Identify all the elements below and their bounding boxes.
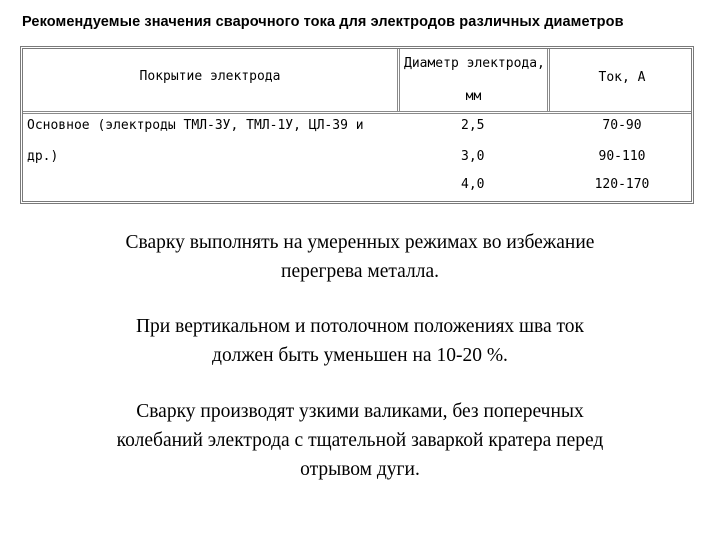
diameter-value: 4,0 bbox=[461, 177, 485, 192]
paragraph-line: отрывом дуги. bbox=[300, 459, 420, 480]
paragraph-line: перегрева металла. bbox=[281, 261, 439, 282]
paragraph-line: Сварку производят узкими валиками, без поперечных bbox=[136, 401, 584, 422]
paragraph-moderate-modes bbox=[30, 228, 690, 286]
paragraph-line: должен быть уменьшен на 10-20 %. bbox=[212, 345, 508, 366]
diameter-value: 3,0 bbox=[461, 149, 485, 164]
page-title: Рекомендуемые значения сварочного тока для электродов различных диаметров bbox=[22, 14, 624, 30]
paragraph-line: колебаний электрода с тщательной заваркой кратера перед bbox=[116, 430, 604, 451]
paragraph-line: Сварку выполнять на умеренных режимах во избежание bbox=[125, 232, 595, 253]
header-diameter-unit: мм bbox=[465, 89, 482, 104]
current-value: 70-90 bbox=[602, 118, 642, 133]
paragraph-narrow-beads bbox=[30, 397, 690, 484]
diameter-value: 2,5 bbox=[461, 118, 485, 133]
paragraph-current-reduction bbox=[30, 312, 690, 370]
coating-text-line2: др.) bbox=[27, 149, 59, 164]
header-coating: Покрытие электрода bbox=[139, 69, 281, 84]
welding-current-table bbox=[20, 46, 694, 204]
current-value: 90-110 bbox=[598, 149, 646, 164]
table-divider bbox=[23, 111, 691, 114]
paragraph-line: При вертикальном и потолочном положениях шва ток bbox=[135, 316, 585, 337]
header-diameter: Диаметр электрода, bbox=[404, 56, 545, 71]
coating-text-line1: Основное (электроды ТМЛ-3У, ТМЛ-1У, ЦЛ-39 и bbox=[27, 118, 364, 133]
current-value: 120-170 bbox=[594, 177, 650, 192]
header-current: Ток, А bbox=[598, 70, 646, 85]
